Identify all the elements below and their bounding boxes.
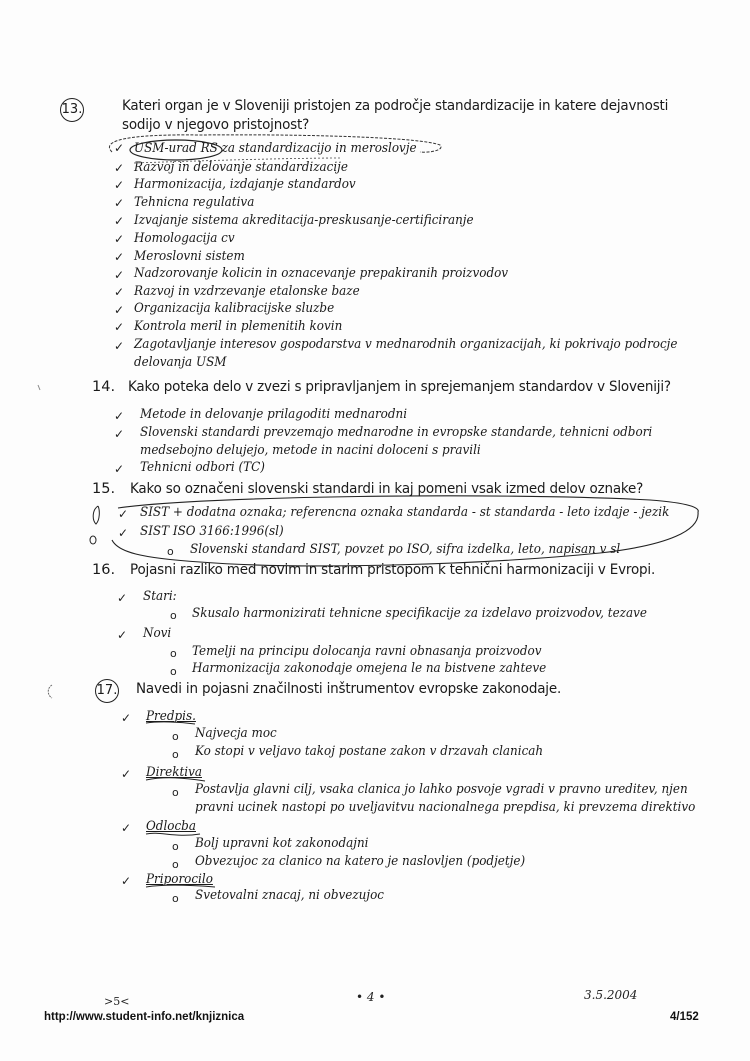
- q17-group-0-label: Predpis.: [146, 709, 196, 724]
- q17-group-0-subitem-0: Najvecja moc: [195, 726, 277, 741]
- check-icon: ✓: [121, 767, 132, 781]
- bullet-icon: o: [170, 647, 177, 660]
- check-icon: ✓: [117, 628, 128, 642]
- check-icon: ✓: [114, 178, 125, 192]
- q13-item-5: Homologacija cv: [134, 231, 235, 246]
- footer-page-number: • 4 •: [356, 990, 386, 1004]
- q17-group-1-label: Direktiva: [146, 765, 202, 780]
- q16-group-0-subitem-0: Skusalo harmonizirati tehnicne specifikacije za izdelavo proizvodov, tezave: [192, 606, 647, 621]
- check-icon: ✓: [121, 874, 132, 888]
- q17-group-2-label: Odlocba: [146, 819, 196, 834]
- q14-item-1: Slovenski standardi prevzemajo mednarodne in evropske standarde, tehnicni odbori: [140, 425, 653, 440]
- q13-item-2: Harmonizacija, izdajanje standardov: [134, 177, 356, 192]
- q15-question: Kako so označeni slovenski standardi in kaj pomeni vsak izmed delov oznake?: [130, 481, 644, 497]
- footer-left-mark: >5<: [104, 995, 130, 1008]
- q16-group-1-label: Novi: [143, 626, 172, 641]
- q13-number-circled: 13.: [60, 98, 84, 122]
- q13-item-9: Organizacija kalibracijske sluzbe: [134, 301, 335, 316]
- q17-group-3-label: Priporocilo: [146, 872, 213, 887]
- bullet-icon: o: [170, 665, 177, 678]
- check-icon: ✓: [114, 320, 125, 334]
- check-icon: ✓: [114, 232, 125, 246]
- q17-group-2-subitem-0: Bolj upravni kot zakonodajni: [195, 836, 369, 851]
- check-icon: ✓: [121, 821, 132, 835]
- q16-group-1-subitem-0: Temelji na principu dolocanja ravni obnasanja proizvodov: [192, 644, 542, 659]
- q16-question: Pojasni razliko med novim in starim pristopom k tehnični harmonizaciji v Evropi.: [130, 562, 656, 578]
- q13-question-line1: Kateri organ je v Sloveniji pristojen za področje standardizacije in katere dejavnosti: [122, 98, 669, 114]
- bullet-icon: o: [170, 609, 177, 622]
- q14-number: 14.: [92, 379, 116, 395]
- q15-item-1: SIST ISO 3166:1996(sl): [140, 524, 284, 539]
- q17-number: [95, 679, 119, 703]
- q17-group-1-subitem-0-cont: pravni ucinek nastopi po uveljavitvu nacionalnega prepdisa, ki prevzema direktivo: [195, 800, 696, 815]
- check-icon: ✓: [114, 214, 125, 228]
- q17-group-2-subitem-1: Obvezujoc za clanico na katero je naslovljen (podjetje): [195, 854, 526, 869]
- q16-group-1-subitem-1: Harmonizacija zakonodaje omejena le na bistvene zahteve: [192, 661, 547, 676]
- q16-number: 16.: [92, 562, 116, 578]
- check-icon: ✓: [114, 161, 125, 175]
- q13-item-6: Meroslovni sistem: [134, 249, 245, 264]
- check-icon: ✓: [114, 462, 125, 476]
- q13-item-0: USM-urad RS za standardizacijo in meroslovje: [134, 141, 417, 156]
- q13-item-11: Zagotavljanje interesov gospodarstva v mednarodnih organizacijah, ki pokrivajo podrocje: [134, 337, 678, 352]
- check-icon: ✓: [114, 196, 125, 210]
- q14-item-1-cont: medsebojno delujejo, metode in nacini doloceni s pravili: [140, 443, 481, 458]
- q15-item-0: SIST + dodatna oznaka; referencna oznaka standarda - st standarda - leto izdaje - jezik: [140, 505, 670, 520]
- q15-subitem-0: Slovenski standard SIST, povzet po ISO, sifra izdelka, leto, napisan v sl: [190, 542, 621, 557]
- q15-number: 15.: [92, 481, 116, 497]
- check-icon: ✓: [114, 141, 125, 155]
- q13-item-4: Izvajanje sistema akreditacija-preskusanje-certificiranje: [134, 213, 474, 228]
- q13-item-10: Kontrola meril in plemenitih kovin: [134, 319, 343, 334]
- check-icon: ✓: [118, 507, 129, 521]
- check-icon: ✓: [117, 591, 128, 605]
- q14-item-0: Metode in delovanje prilagoditi mednarodni: [140, 407, 408, 422]
- q17-group-1-subitem-0: Postavlja glavni cilj, vsaka clanica jo lahko posvoje vgradi v pravno ureditev, njen: [195, 782, 688, 797]
- bullet-icon: o: [172, 858, 179, 871]
- q13-item-8: Razvoj in vzdrzevanje etalonske baze: [134, 284, 360, 299]
- check-icon: ✓: [114, 268, 125, 282]
- check-icon: ✓: [114, 303, 125, 317]
- q13-item-7: Nadzorovanje kolicin in oznacevanje prepakiranih proizvodov: [134, 266, 509, 281]
- check-icon: ✓: [121, 711, 132, 725]
- check-icon: ✓: [114, 409, 125, 423]
- footer-page-count: 4/152: [670, 1011, 699, 1023]
- check-icon: ✓: [114, 250, 125, 264]
- check-icon: ✓: [118, 526, 129, 540]
- bullet-icon: o: [172, 730, 179, 743]
- check-icon: ✓: [114, 427, 125, 441]
- q13-item-11-cont: delovanja USM: [134, 355, 227, 370]
- q17-group-0-subitem-1: Ko stopi v veljavo takoj postane zakon v drzavah clanicah: [195, 744, 544, 759]
- q13-item-1: Razvoj in delovanje standardizacije: [134, 160, 348, 175]
- q17-group-3-subitem-0: Svetovalni znacaj, ni obvezujoc: [195, 888, 384, 903]
- footer-url: http://www.student-info.net/knjiznica: [44, 1011, 245, 1023]
- q13-question-line2: sodijo v njegovo pristojnost?: [122, 117, 310, 133]
- check-icon: ✓: [114, 339, 125, 353]
- footer-date: 3.5.2004: [584, 988, 638, 1002]
- q13-number: [60, 98, 84, 122]
- bullet-icon: o: [172, 892, 179, 905]
- q16-group-0-label: Stari:: [143, 589, 177, 604]
- q13-item-3: Tehnicna regulativa: [134, 195, 255, 210]
- bullet-icon: o: [172, 748, 179, 761]
- bullet-icon: o: [167, 545, 174, 558]
- q14-item-2: Tehnicni odbori (TC): [140, 460, 265, 475]
- q17-question: Navedi in pojasni značilnosti inštrumentov evropske zakonodaje.: [136, 681, 562, 697]
- q14-question: Kako poteka delo v zvezi s pripravljanjem in sprejemanjem standardov v Sloveniji?: [128, 379, 671, 395]
- q17-number-circled: 17.: [95, 679, 119, 703]
- bullet-icon: o: [172, 840, 179, 853]
- check-icon: ✓: [114, 285, 125, 299]
- bullet-icon: o: [172, 786, 179, 799]
